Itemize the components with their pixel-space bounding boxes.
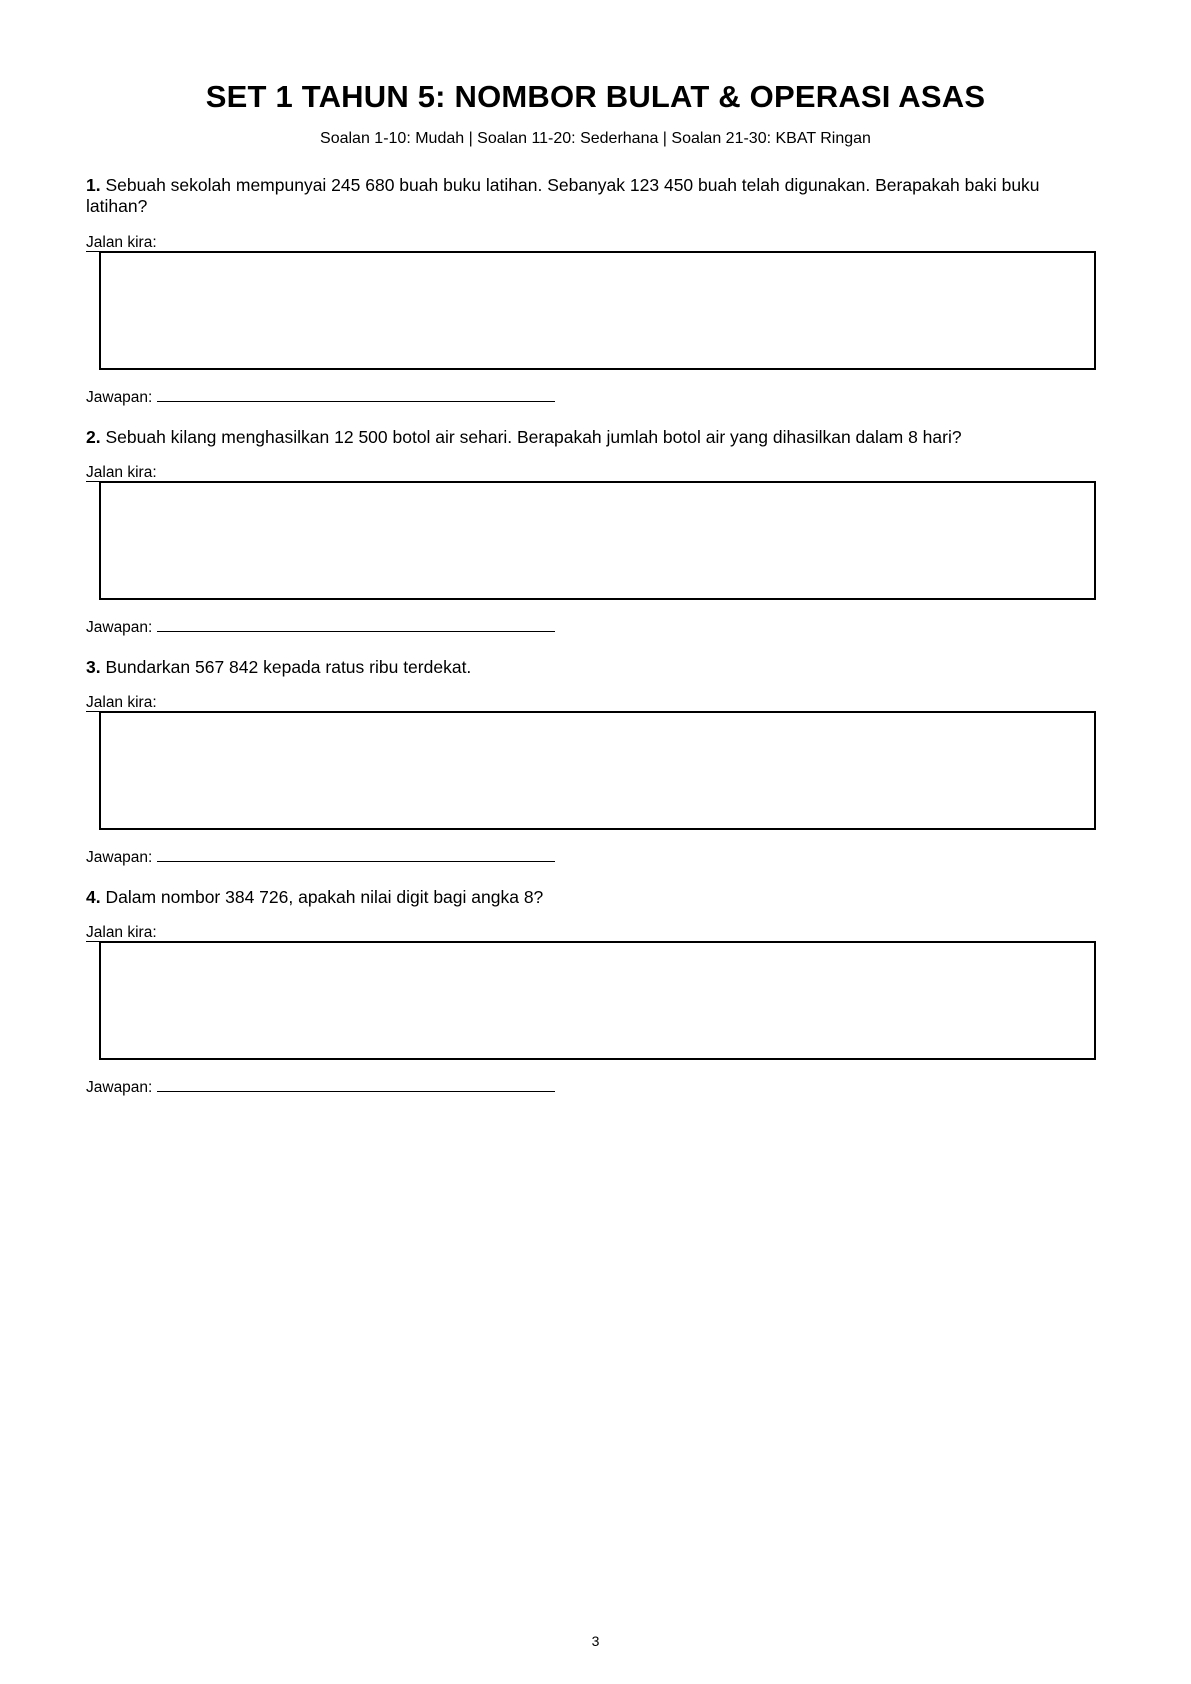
question-number: 3. <box>86 657 101 677</box>
working-label: Jalan kira: <box>86 234 157 251</box>
question-text <box>86 427 1100 448</box>
working-area[interactable] <box>99 251 1096 370</box>
answer-line <box>86 1076 555 1097</box>
working-label: Jalan kira: <box>86 464 157 481</box>
working-label: Jalan kira: <box>86 694 157 711</box>
question-1 <box>86 175 1100 415</box>
question-4 <box>86 887 1100 1107</box>
question-number: 1. <box>86 175 101 195</box>
answer-line <box>86 846 555 867</box>
answer-field[interactable] <box>157 616 555 632</box>
answer-field[interactable] <box>157 846 555 862</box>
answer-label: Jawapan: <box>86 1079 153 1096</box>
question-2 <box>86 427 1100 647</box>
question-number: 2. <box>86 427 101 447</box>
answer-line <box>86 616 555 637</box>
question-body: Sebuah sekolah mempunyai 245 680 buah buku latihan. Sebanyak 123 450 buah telah digunakan. Berapakah baki buku latihan? <box>86 175 1040 216</box>
working-area[interactable] <box>99 941 1096 1060</box>
working-area[interactable] <box>99 481 1096 600</box>
answer-label: Jawapan: <box>86 389 153 406</box>
page-title: SET 1 TAHUN 5: NOMBOR BULAT & OPERASI ASAS <box>205 79 986 114</box>
answer-label: Jawapan: <box>86 619 153 636</box>
answer-label: Jawapan: <box>86 849 153 866</box>
answer-line <box>86 386 555 407</box>
question-body: Dalam nombor 384 726, apakah nilai digit bagi angka 8? <box>105 887 544 907</box>
question-3 <box>86 657 1100 877</box>
question-body: Sebuah kilang menghasilkan 12 500 botol air sehari. Berapakah jumlah botol air yang dihasilkan dalam 8 hari? <box>105 427 962 447</box>
question-text <box>86 175 1100 217</box>
answer-field[interactable] <box>157 1076 555 1092</box>
question-text <box>86 657 1100 678</box>
page-number: 3 <box>591 1633 600 1649</box>
question-body: Bundarkan 567 842 kepada ratus ribu terdekat. <box>105 657 472 677</box>
working-label: Jalan kira: <box>86 924 157 941</box>
page-subtitle: Soalan 1-10: Mudah | Soalan 11-20: Sederhana | Soalan 21-30: KBAT Ringan <box>320 130 871 147</box>
answer-field[interactable] <box>157 386 555 402</box>
working-area[interactable] <box>99 711 1096 830</box>
question-number: 4. <box>86 887 101 907</box>
question-text <box>86 887 1100 908</box>
